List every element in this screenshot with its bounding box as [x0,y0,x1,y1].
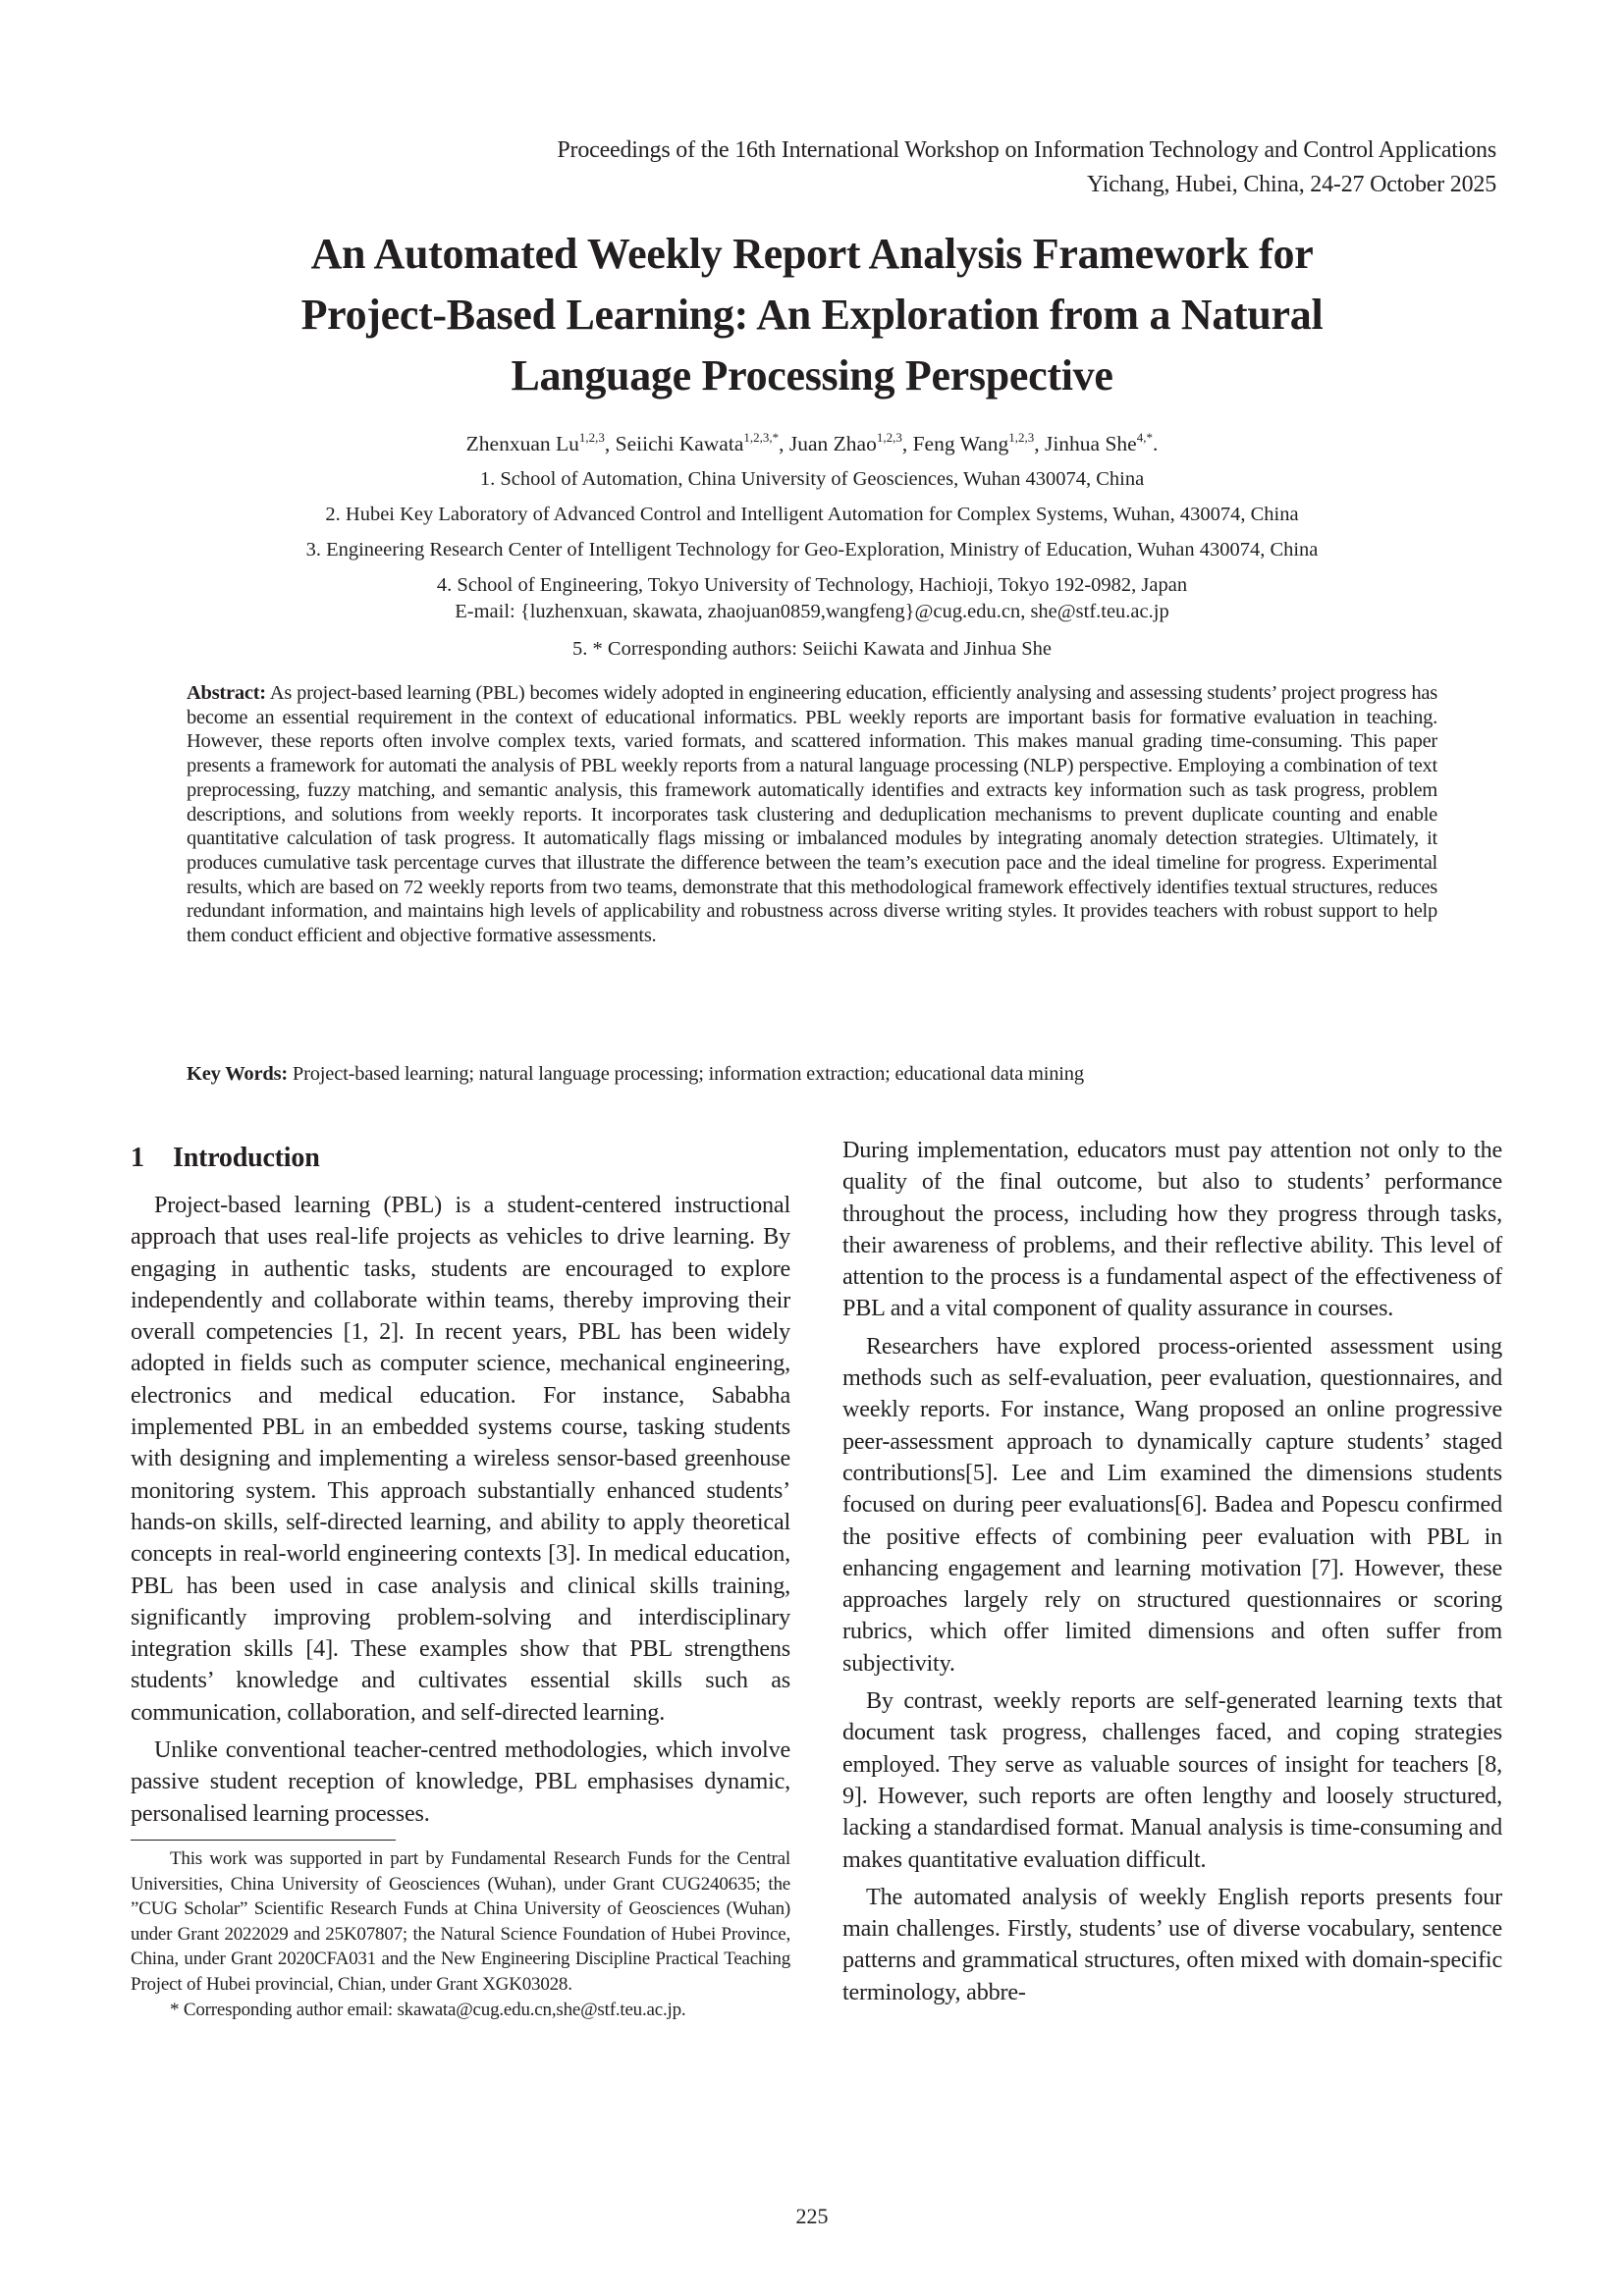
author-list [0,429,1624,458]
body-paragraph: By contrast, weekly reports are self-generated learning texts that document task progress, challenges faced, and coping strategies employed. They serve as valuable sources of insight for teachers [8, 9]. However, such reports are often lengthy and loosely structured, lacking a standardised format. Manual analysis is time-consuming and makes quantitative evaluation difficult. [842,1687,1502,1873]
title-line-2: Project-Based Learning: An Exploration from a Natural [300,291,1324,339]
body-paragraph: The automated analysis of weekly English reports presents four main challenges. Firstly, students’ use of diverse vocabulary, sentence patterns and grammatical structures, often mixed with domain-specific terminology, abbre- [842,1883,1502,2005]
title-line-3: Language Processing Perspective [511,351,1113,400]
left-column [131,1139,790,2022]
abstract-text: As project-based learning (PBL) becomes widely adopted in engineering education, efficiently analysing and assessing students’ project progress has become an essential requirement in the context of educational informatics. PBL weekly reports are important basis for formative evaluation in teaching. However, these reports often involve complex texts, varied formats, and scattered information. This makes manual grading time-consuming. This paper presents a framework for automati the analysis of PBL weekly reports from a natural language processing (NLP) perspective. Employing a combination of text preprocessing, fuzzy matching, and semantic analysis, this framework automatically identifies and extracts key information such as task progress, problem descriptions, and solutions from weekly reports. It incorporates task clustering and deduplication mechanisms to prevent duplicate counting and enable quantitative calculation of task progress. It automatically flags missing or imbalanced modules by integrating anomaly detection strategies. Ultimately, it produces cumulative task percentage curves that illustrate the difference between the team’s execution pace and the ideal timeline for progress. Experimental results, which are based on 72 weekly reports from two teams, demonstrate that this methodological framework effectively identifies textual structures, reduces redundant information, and maintains high levels of applicability and robustness across diverse writing styles. It provides teachers with robust support to help them conduct efficient and objective formative assessments. [187,682,1437,947]
abstract-label: Abstract: [187,682,266,704]
body-paragraph: Project-based learning (PBL) is a student-centered instructional approach that uses real-life projects as vehicles to drive learning. By engaging in authentic tasks, students are encouraged to explore independently and collaborate within teams, thereby improving their overall competencies [1, 2]. In recent years, PBL has been widely adopted in fields such as computer science, mechanical engineering, electronics and medical education. For instance, Sababha implemented PBL in an embedded systems course, tasking students with designing and implementing a wireless sensor-based greenhouse monitoring system. This approach substantially enhanced students’ hands-on skills, self-directed learning, and ability to apply theoretical concepts in real-world engineering contexts [3]. In medical education, PBL has been used in case analysis and clinical skills training, significantly improving problem-solving and interdisciplinary integration skills [4]. These examples show that PBL strengthens students’ knowledge and cultivates essential skills such as communication, collaboration, and self-directed learning. [131,1192,790,1726]
proceedings-header [557,133,1496,202]
abstract [187,681,1437,948]
title-line-1: An Automated Weekly Report Analysis Framework for [310,230,1314,278]
corresponding-authors-note: 5. * Corresponding authors: Seiichi Kawata and Jinhua She [572,638,1052,660]
paper-title [157,224,1467,406]
author: Seiichi Kawata$^{1,2,3,*}$, [615,430,789,455]
body-paragraph: Unlike conventional teacher-centred methodologies, which involve passive student reception of knowledge, PBL emphasises dynamic, personalised learning processes. [131,1736,790,1827]
author-affiliation-marks: 4,* [1136,430,1153,445]
proceedings-line-1: Proceedings of the 16th International Workshop on Information Technology and Control Applications [557,137,1496,163]
page-number: 225 [795,2204,829,2228]
email-line: E-mail: {luzhenxuan, skawata, zhaojuan0859,wangfeng}@cug.edu.cn, she@stf.teu.ac.jp [455,601,1169,622]
section-heading-introduction [131,1139,790,1178]
author: Jinhua She$^{4,*}$. [1044,430,1159,455]
keywords [187,1062,1437,1087]
footnote-divider [131,1840,396,1841]
author-affiliation-marks: 1,2,3 [1008,430,1035,445]
author: Feng Wang$^{1,2,3}$, [912,430,1045,455]
section-title: Introduction [173,1143,320,1173]
affiliation-4: 4. School of Engineering, Tokyo University of Technology, Hachioji, Tokyo 192-0982, Japan [436,574,1188,596]
affiliation-1: 1. School of Automation, China University of Geosciences, Wuhan 430074, China [479,468,1145,490]
funding-footnote: This work was supported in part by Fundamental Research Funds for the Central Universities, China University of Geosciences (Wuhan), under Grant CUG240635; the ”CUG Scholar” Scientific Research Funds at China University of Geosciences (Wuhan) under Grant 2022029 and 25K07807; the Natural Science Foundation of Hubei Province, China, under Grant 2020CFA031 and the New Engineering Discipline Practical Teaching Project of Hubei provincial, Chian, under Grant XGK03028. [131,1847,790,1995]
keywords-label: Key Words: [187,1063,288,1085]
author-affiliation-marks: 1,2,3 [578,430,605,445]
corresponding-email-footnote: * Corresponding author email: skawata@cug.edu.cn,she@stf.teu.ac.jp. [170,1999,686,2020]
keywords-text: Project-based learning; natural language processing; information extraction; educational data mining [292,1063,1084,1085]
affiliation-2: 2. Hubei Key Laboratory of Advanced Control and Intelligent Automation for Complex Systems, Wuhan, 430074, China [325,504,1299,525]
right-column [842,1135,1502,2008]
body-paragraph: Researchers have explored process-oriented assessment using methods such as self-evaluation, peer evaluation, questionnaires, and weekly reports. For instance, Wang proposed an online progressive peer-assessment approach to dynamically capture students’ staged contributions[5]. Lee and Lim examined the dimensions students focused on during peer evaluations[6]. Badea and Popescu confirmed the positive effects of combining peer evaluation with PBL in enhancing engagement and learning motivation [7]. However, these approaches largely rely on structured questionnaires or scoring rubrics, which offer limited dimensions and often suffer from subjectivity. [842,1332,1502,1677]
author-affiliation-marks: 1,2,3 [876,430,902,445]
author-affiliation-marks: 1,2,3,* [743,430,780,445]
author: Zhenxuan Lu$^{1,2,3}$, [465,430,616,455]
section-number: 1 [131,1143,144,1173]
author: Juan Zhao$^{1,2,3}$, [788,430,913,455]
proceedings-line-2: Yichang, Hubei, China, 24-27 October 2025 [1086,172,1496,197]
affiliation-3: 3. Engineering Research Center of Intelligent Technology for Geo-Exploration, Ministry of Education, Wuhan 430074, China [305,539,1319,561]
body-paragraph: During implementation, educators must pay attention not only to the quality of the final outcome, but also to students’ performance throughout the process, including how they progress through tasks, their awareness of problems, and their reflective ability. This level of attention to the process is a fundamental aspect of the effectiveness of PBL and a vital component of quality assurance in courses. [842,1137,1502,1322]
